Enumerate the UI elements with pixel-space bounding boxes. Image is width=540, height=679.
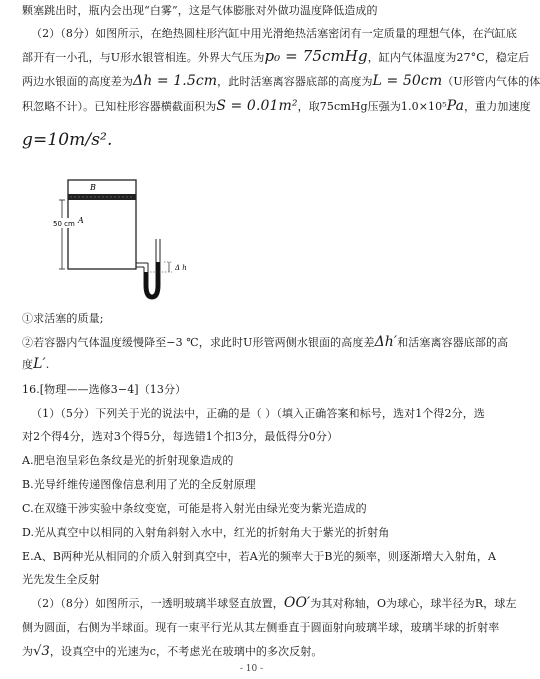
option-d: D.光从真空中以相同的入射角斜射入水中，红光的折射角大于紫光的折射角 [22,526,390,539]
text-line [22,643,484,661]
text-line: 光先发生全反射 [22,573,100,586]
text-line: 对2个得4分，选对3个得5分，每选错1个扣3分，最低得分0分） [22,430,339,443]
text-segment: 部开有一小孔，与U形水银管相连。外界大气压为 [22,51,265,64]
formula: Pa [446,98,465,114]
text-segment: 积忽略不计）。已知柱形容器横截面积为 [22,100,217,113]
formula: OO′ [283,595,311,611]
formula: p₀ = 75cmHg [264,47,368,65]
label-a: A [78,216,84,225]
text-line [22,47,530,65]
mercury [144,262,160,299]
page-number: - 10 - [239,664,264,674]
text-segment: 为其对称轴，O为球心，球半径为R，球左 [310,597,517,610]
text-line [22,358,484,371]
text-segment: ，取75cmHg压强为1.0×10⁵ [297,100,447,113]
label-height: 50 cm [53,220,75,228]
u-tube-inner [148,239,156,295]
text-segment: . [45,358,50,371]
formula: Δh′ [374,334,398,350]
formula: S = 0.01m² [216,98,298,114]
question-16-2 [31,595,517,611]
formula: L′ [33,356,46,372]
text-line [22,98,531,114]
problem-2-intro: （2）（8分）如图所示，在绝热圆柱形汽缸中用光滑绝热活塞密闭有一定质量的理想气体，在汽缸底 [31,27,517,40]
text-segment: 度 [22,358,34,371]
option-b: B.光导纤维传递图像信息利用了光的全反射原理 [22,478,256,491]
formula: g=10m/s². [22,130,113,150]
text-segment: （2）（8分）如图所示，一透明玻璃半球竖直放置， [31,597,284,610]
cylinder-manometer-diagram [52,177,212,302]
text-segment: ，重力加速度 [464,100,531,113]
text-segment: ，此时活塞离容器底部的高度为 [217,75,373,88]
question-2 [22,334,509,350]
option-a: A.肥皂泡呈彩色条纹是光的折射现象造成的 [22,454,234,467]
text-line [22,73,540,89]
text-segment: ，设真空中的光速为c，不考虑光在玻璃中的多次反射。 [49,645,323,658]
text-line: 侧为圆面，右侧为半球面。现有一束平行光从其左侧垂直于圆面射向玻璃半球，玻璃半球的折射率 [22,621,500,634]
formula: √3 [33,644,50,659]
text-segment: 和活塞离容器底部的高 [397,336,509,349]
text-segment: ，缸内气体温度为27°C，稳定后 [367,51,530,64]
text-segment: 两边水银面的高度差为 [22,75,133,88]
text-segment: 为 [22,645,34,658]
formula: Δh = 1.5cm [133,73,218,89]
option-e: E.A、B两种光从相同的介质入射到真空中，若A光的频率大于B光的频率，则逐渐增大入射角，A [22,550,497,563]
label-b: B [90,183,96,192]
section-16-heading: 16.[物理——选修3−4]（13分） [22,383,187,396]
formula: L = 50cm [372,73,443,89]
text-segment: ②若容器内气体温度缓慢降至−3 ℃，求此时U形管两侧水银面的高度差 [22,336,375,349]
question-16-1: （1）（5分）下列关于光的说法中，正确的是（ ）（填入正确答案和标号，选对1个得2分，选 [31,407,485,420]
text-segment: （U形管内气体的体 [442,75,540,88]
option-c: C.在双缝干涉实验中条纹变宽，可能是将入射光由绿光变为紫光造成的 [22,502,367,515]
text-line: 颗塞跳出时，瓶内会出现“白雾”，这是气体膨胀对外做功温度降低造成的 [22,4,378,17]
text-line [22,125,484,155]
label-dh: Δ h [175,264,187,272]
question-1: ①求活塞的质量; [22,312,104,325]
